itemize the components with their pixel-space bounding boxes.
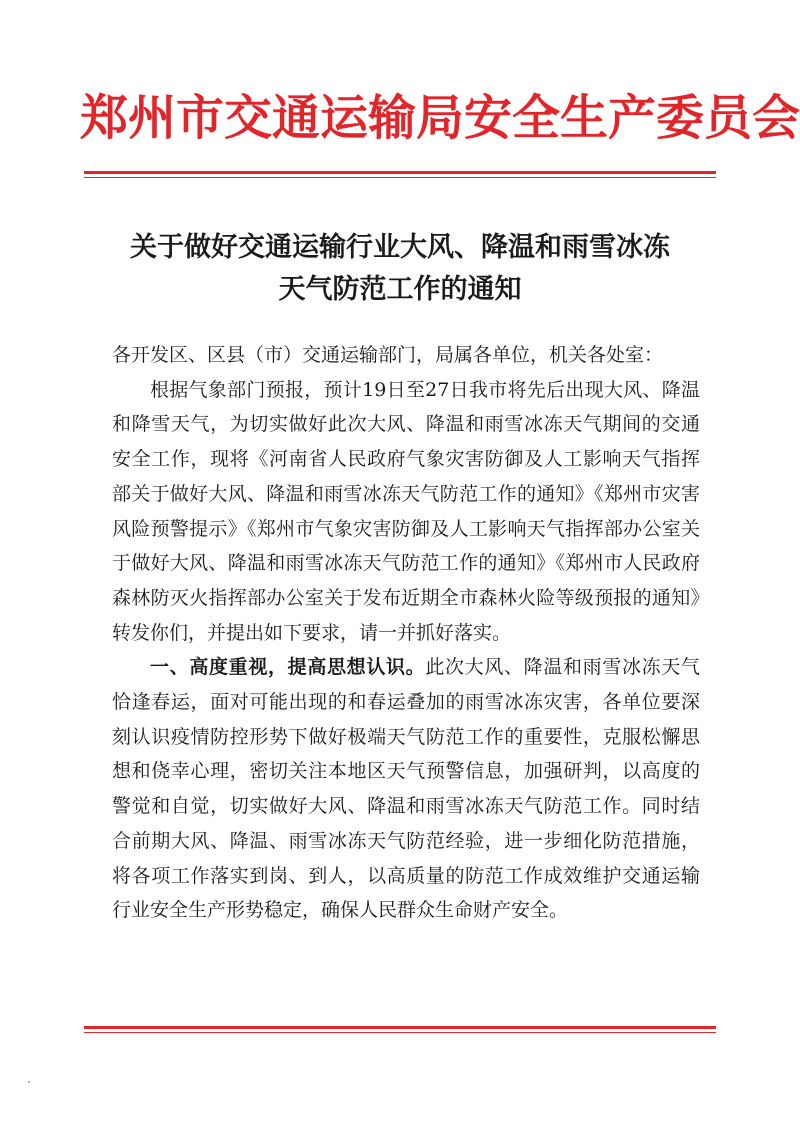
header-divider-thin	[84, 177, 716, 178]
org-header-title: 郑州市交通运输局安全生产委员会	[80, 90, 800, 146]
document-body	[112, 338, 700, 928]
document-title-line1: 关于做好交通运输行业大风、降温和雨雪冰冻	[130, 232, 670, 263]
salutation: 各开发区、区县（市）交通运输部门，局属各单位，机关各处室：	[112, 344, 664, 366]
header-divider-thick	[84, 171, 716, 174]
footer-divider-thick	[84, 1026, 716, 1029]
paragraph-2-heading: 一、高度重视，提高思想认识。	[150, 656, 426, 679]
scan-speck	[28, 1081, 30, 1083]
paragraph-1: 根据气象部门预报，预计19日至27日我市将先后出现大风、降温和降雪天气，为切实做好此次大风、降温和雨雪冰冻天气期间的交通安全工作，现将《河南省人民政府气象灾害防御及人工影响天气指挥部关于做好大风、降温和雨雪冰冻天气防范工作的通知》《郑州市灾害风险预警提示》《郑州市气象灾害防御及人工影响天气指挥部办公室关于做好大风、降温和雨雪冰冻天气防范工作的通知》《郑州市人民政府森林防灭火指挥部办公室关于发布近期全市森林火险等级预报的通知》转发你们，并提出如下要求，请一并抓好落实。	[112, 378, 700, 644]
document-title	[90, 227, 710, 311]
document-title-line2: 天气防范工作的通知	[278, 274, 522, 305]
paragraph-2-body: 此次大风、降温和雨雪冰冻天气恰逢春运，面对可能出现的和春运叠加的雨雪冰冻灾害，各单位要深刻认识疫情防控形势下做好极端天气防范工作的重要性，克服松懈思想和侥幸心理，密切关注本地区天气预警信息，加强研判，以高度的警觉和自觉，切实做好大风、降温和雨雪冰冻天气防范工作。同时结合前期大风、降温、雨雪冰冻天气防范经验，进一步细化防范措施，将各项工作落实到岗、到人，以高质量的防范工作成效维护交通运输行业安全生产形势稳定，确保人民群众生命财产安全。	[112, 656, 700, 922]
paragraph-2	[112, 650, 700, 928]
footer-divider-thin	[84, 1032, 716, 1033]
